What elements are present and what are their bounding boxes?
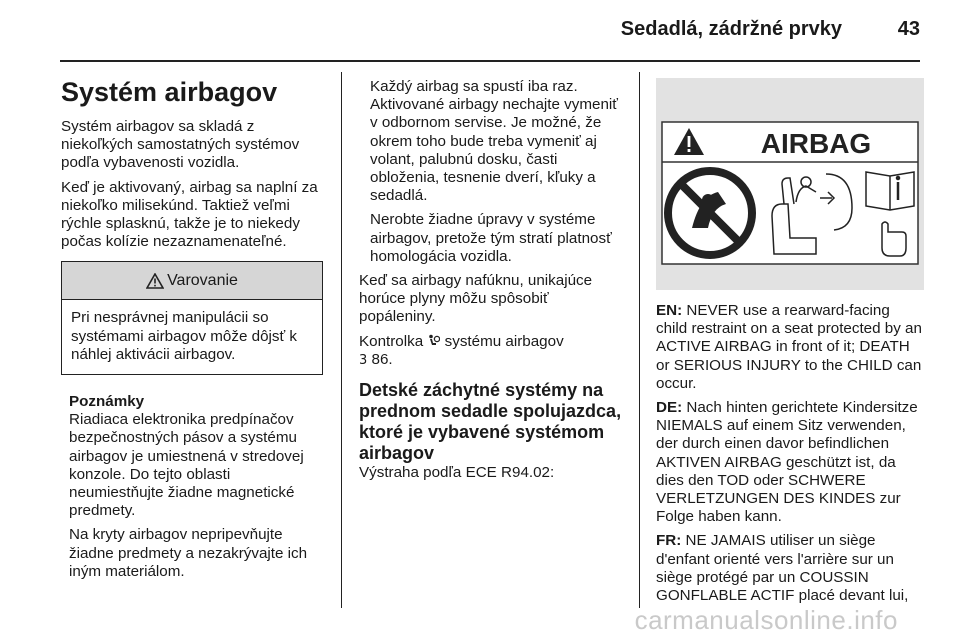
- paragraph: [359, 333, 627, 370]
- paragraph: Keď sa airbagy nafúknu, unikajúce horúce plyny môžu spôsobiť popáleniny.: [359, 272, 593, 326]
- header-divider: [60, 60, 920, 62]
- warning-title: Varovanie: [167, 271, 238, 289]
- column-1: [61, 72, 326, 587]
- warning-triangle-icon: [146, 273, 164, 289]
- column-divider-1: [341, 72, 342, 608]
- warning-text-de: Nach hinten gerichtete Kindersitze NIEMALS auf einem Sitz verwenden, der durch einen davor befindlichen AKTIVEN AIRBAG geschützt ist, da dies den TOD oder SCHWERE VERLETZUNGEN DES KINDES zur Folge haben kann.: [656, 399, 918, 526]
- note-title: Poznámky: [69, 392, 145, 410]
- page-number: 43: [897, 18, 920, 40]
- paragraph-text: Kontrolka: [359, 332, 424, 350]
- warning-text-fr: NE JAMAIS utiliser un siège d'enfant orienté vers l'arrière sur un siège protégé par un COUSSIN GONFLABLE ACTIF placé devant lui,: [656, 532, 909, 605]
- paragraph: Každý airbag sa spustí iba raz. Aktivované airbagy nechajte vymeniť v odbornom servise. Je možné, že okrem toho bude treba vymeniť aj volant, palubnú dosku, časti obloženia, tesnenie dverí, kľuky a sedadlá.: [370, 78, 618, 205]
- section-heading: Systém airbagov: [61, 77, 278, 107]
- column-2: [359, 78, 627, 488]
- multilingual-warning-de: [656, 399, 924, 526]
- airbag-warning-light-icon: [427, 334, 440, 348]
- column-divider-2: [639, 72, 640, 608]
- note-block: [69, 393, 326, 581]
- watermark: carmanualsonline.info: [634, 605, 898, 635]
- language-label-de: DE:: [656, 399, 683, 417]
- page-reference-arrow-icon: 3: [359, 352, 368, 368]
- multilingual-warning-en: [656, 302, 924, 393]
- paragraph-text: systému airbagov: [444, 332, 564, 350]
- subsection-heading: Detské záchytné systémy na prednom sedadle spolujazdca, ktoré je vybavené systémom airbagov: [359, 380, 622, 464]
- warning-header: [62, 262, 322, 300]
- paragraph: Výstraha podľa ECE R94.02:: [359, 464, 555, 482]
- multilingual-warning-fr: [656, 532, 924, 605]
- language-label-fr: FR:: [656, 532, 682, 550]
- warning-box: [61, 261, 323, 375]
- paragraph: Systém airbagov sa skladá z niekoľkých samostatných systémov podľa vybavenosti vozidla.: [61, 118, 300, 172]
- paragraph: Nerobte žiadne úpravy v systéme airbagov, pretože tým stratí platnosť homologácia vozidla.: [370, 211, 612, 265]
- paragraph: Keď je aktivovaný, airbag sa naplní za niekoľko milisekúnd. Taktiež veľmi rýchle splasknú, takže je to niekedy počas kolízie nezaznamenateľné.: [61, 178, 318, 251]
- note-paragraph: Na kryty airbagov nepripevňujte žiadne predmety a nezakrývajte ich iným materiálom.: [69, 526, 308, 580]
- note-paragraph: Riadiaca elektronika predpínačov bezpečnostných pásov a systému airbagov je umiestnená v stredovej konzole. Do tejto oblasti neumiestňujte žiadne magnetické predmety.: [69, 411, 304, 520]
- running-header-title: Sedadlá, zádržné prvky: [620, 18, 842, 40]
- airbag-warning-label-figure: [656, 78, 924, 290]
- language-label-en: EN:: [656, 302, 683, 319]
- warning-text-en: NEVER use a rearward-facing child restraint on a seat protected by an ACTIVE AIRBAG in front of it; DEATH or SERIOUS INJURY to the CHILD can occur.: [656, 302, 922, 392]
- column-3: [656, 302, 924, 611]
- airbag-banner-text: AIRBAG: [760, 128, 872, 159]
- page-reference: 86.: [371, 350, 393, 368]
- warning-text: Pri nesprávnej manipulácii so systémami airbagov môže dôjsť k náhlej aktivácii airbagov.: [71, 309, 297, 364]
